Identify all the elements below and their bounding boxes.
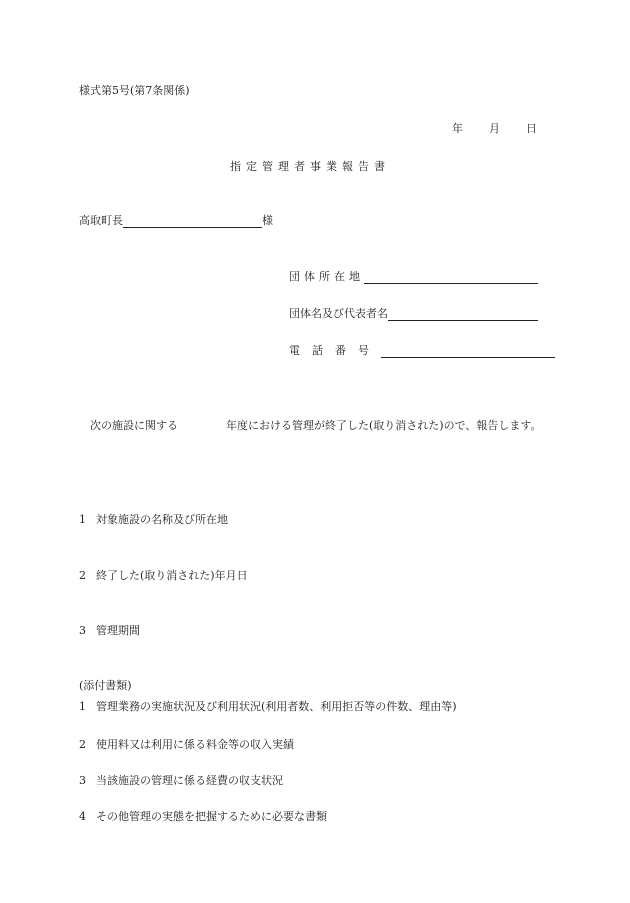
organization-name-label: 団体名及び代表者名 — [289, 307, 388, 320]
attachment-item — [79, 736, 294, 752]
report-body-text — [79, 417, 547, 435]
attachment-item — [79, 698, 457, 714]
item-number: 2 — [79, 569, 86, 582]
phone-number-field — [289, 342, 555, 358]
list-item — [79, 511, 228, 527]
item-number: 1 — [79, 513, 86, 526]
organization-address-field — [289, 268, 538, 284]
attachment-number: 3 — [79, 774, 86, 787]
addressee-line — [79, 212, 273, 228]
attachment-text: その他管理の実態を把握するために必要な書類 — [96, 810, 327, 823]
page-title: 指定管理者事業報告書 — [230, 160, 390, 173]
attachment-item — [79, 808, 327, 824]
organization-name-field — [289, 305, 538, 321]
attachment-number: 2 — [79, 738, 86, 751]
attachment-number: 1 — [79, 700, 86, 713]
list-item — [79, 622, 140, 638]
date-month-label: 月 — [489, 122, 500, 135]
organization-address-label: 団体所在地 — [289, 270, 364, 283]
date-line — [452, 120, 537, 136]
attachment-text: 管理業務の実施状況及び利用状況(利用者数、利用拒否等の件数、理由等) — [96, 700, 457, 713]
attachment-number: 4 — [79, 810, 86, 823]
attachment-item — [79, 772, 283, 788]
body-text-after-blank: 年度における管理が終了した(取り消された)ので、報告します。 — [226, 419, 542, 432]
attachment-text: 当該施設の管理に係る経費の収支状況 — [96, 774, 283, 787]
phone-number-label: 電話番号 — [289, 344, 381, 357]
item-number: 3 — [79, 624, 86, 637]
organization-address-blank — [364, 271, 538, 284]
phone-number-blank — [381, 345, 555, 358]
body-text-before-blank: 次の施設に関する — [90, 419, 178, 432]
organization-name-blank — [388, 308, 538, 321]
addressee-suffix: 様 — [262, 214, 273, 227]
form-number: 様式第5号(第7条関係) — [79, 84, 190, 97]
attachments-heading: (添付書類) — [79, 679, 132, 692]
list-item — [79, 567, 248, 583]
addressee-blank — [123, 215, 262, 228]
date-year-label: 年 — [452, 122, 463, 135]
item-text: 対象施設の名称及び所在地 — [96, 513, 228, 526]
addressee-prefix: 高取町長 — [79, 214, 123, 227]
item-text: 終了した(取り消された)年月日 — [96, 569, 248, 582]
attachment-text: 使用料又は利用に係る料金等の収入実績 — [96, 738, 294, 751]
date-day-label: 日 — [526, 122, 537, 135]
item-text: 管理期間 — [96, 624, 140, 637]
